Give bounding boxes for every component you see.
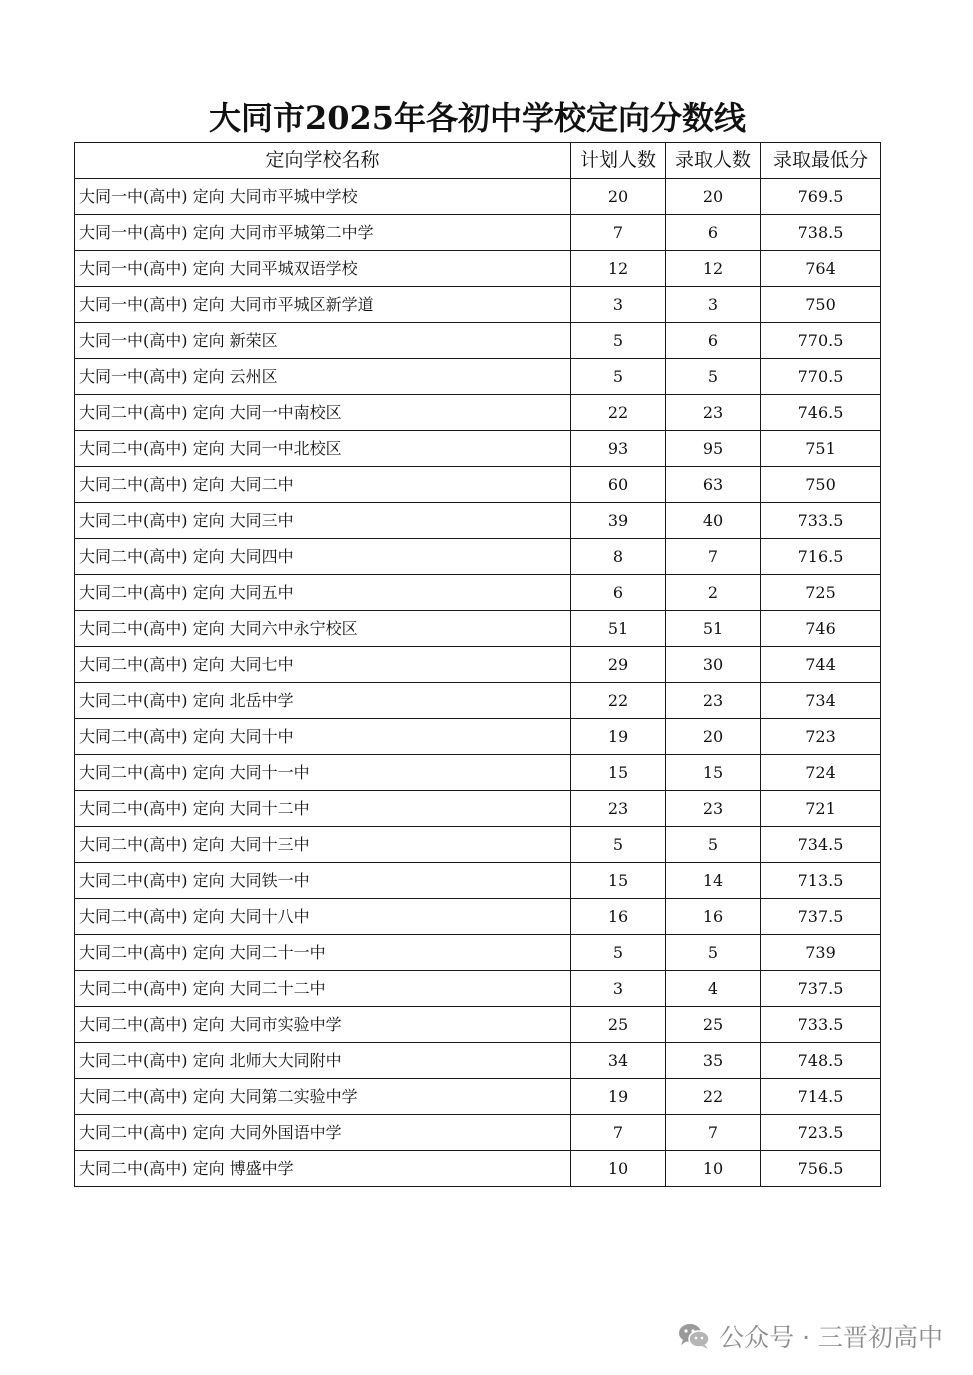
cell-min-score: 724 [761,755,881,791]
cell-plan-count: 23 [571,791,666,827]
table-row [75,251,881,287]
watermark-text: 公众号 · 三晋初高中 [719,1323,943,1352]
cell-school-name: 大同二中(高中) 定向 大同五中 [75,575,571,611]
cell-min-score: 769.5 [761,179,881,215]
cell-admitted-count: 15 [666,755,761,791]
table-row [75,719,881,755]
header-plan-count: 计划人数 [571,143,666,179]
cell-plan-count: 7 [571,215,666,251]
wechat-icon [677,1321,711,1351]
cell-school-name: 大同一中(高中) 定向 大同市平城中学校 [75,179,571,215]
cell-min-score: 746 [761,611,881,647]
cell-school-name: 大同二中(高中) 定向 大同六中永宁校区 [75,611,571,647]
cell-plan-count: 15 [571,863,666,899]
cell-min-score: 737.5 [761,971,881,1007]
cell-school-name: 大同一中(高中) 定向 大同市平城第二中学 [75,215,571,251]
table-row [75,791,881,827]
cell-school-name: 大同二中(高中) 定向 大同铁一中 [75,863,571,899]
table-row [75,755,881,791]
cell-min-score: 748.5 [761,1043,881,1079]
cell-school-name: 大同二中(高中) 定向 大同七中 [75,647,571,683]
cell-school-name: 大同二中(高中) 定向 大同四中 [75,539,571,575]
cell-plan-count: 34 [571,1043,666,1079]
cell-admitted-count: 4 [666,971,761,1007]
cell-admitted-count: 23 [666,791,761,827]
header-min-score: 录取最低分 [761,143,881,179]
cell-admitted-count: 22 [666,1079,761,1115]
cell-admitted-count: 16 [666,899,761,935]
cell-plan-count: 5 [571,359,666,395]
cell-plan-count: 8 [571,539,666,575]
cell-min-score: 734 [761,683,881,719]
cell-plan-count: 5 [571,323,666,359]
table-row [75,323,881,359]
cell-school-name: 大同二中(高中) 定向 大同三中 [75,503,571,539]
cell-plan-count: 3 [571,287,666,323]
cell-school-name: 大同二中(高中) 定向 大同十二中 [75,791,571,827]
cell-plan-count: 20 [571,179,666,215]
score-table [74,142,881,1187]
cell-min-score: 723 [761,719,881,755]
table-row [75,1043,881,1079]
table-row [75,1151,881,1187]
cell-min-score: 750 [761,287,881,323]
table-row [75,287,881,323]
cell-min-score: 733.5 [761,1007,881,1043]
cell-admitted-count: 7 [666,1115,761,1151]
cell-school-name: 大同二中(高中) 定向 大同二十一中 [75,935,571,971]
cell-admitted-count: 14 [666,863,761,899]
cell-admitted-count: 3 [666,287,761,323]
table-body [75,179,881,1187]
cell-school-name: 大同二中(高中) 定向 大同十中 [75,719,571,755]
cell-admitted-count: 23 [666,683,761,719]
cell-school-name: 大同二中(高中) 定向 博盛中学 [75,1151,571,1187]
table-row [75,1007,881,1043]
cell-plan-count: 19 [571,1079,666,1115]
cell-plan-count: 51 [571,611,666,647]
cell-school-name: 大同二中(高中) 定向 大同市实验中学 [75,1007,571,1043]
cell-school-name: 大同二中(高中) 定向 北岳中学 [75,683,571,719]
cell-school-name: 大同二中(高中) 定向 大同十一中 [75,755,571,791]
cell-plan-count: 15 [571,755,666,791]
table-row [75,395,881,431]
cell-min-score: 750 [761,467,881,503]
table-row [75,1079,881,1115]
cell-admitted-count: 6 [666,215,761,251]
table-row [75,467,881,503]
cell-admitted-count: 6 [666,323,761,359]
table-row [75,215,881,251]
cell-admitted-count: 20 [666,179,761,215]
cell-school-name: 大同二中(高中) 定向 大同二十二中 [75,971,571,1007]
cell-min-score: 746.5 [761,395,881,431]
watermark [677,1318,943,1354]
cell-plan-count: 10 [571,1151,666,1187]
cell-school-name: 大同二中(高中) 定向 大同一中南校区 [75,395,571,431]
cell-min-score: 764 [761,251,881,287]
cell-min-score: 756.5 [761,1151,881,1187]
table-row [75,575,881,611]
cell-admitted-count: 23 [666,395,761,431]
cell-min-score: 714.5 [761,1079,881,1115]
cell-plan-count: 29 [571,647,666,683]
cell-min-score: 725 [761,575,881,611]
cell-plan-count: 3 [571,971,666,1007]
table-row [75,431,881,467]
table-row [75,935,881,971]
cell-min-score: 738.5 [761,215,881,251]
cell-admitted-count: 35 [666,1043,761,1079]
cell-plan-count: 39 [571,503,666,539]
cell-admitted-count: 5 [666,359,761,395]
cell-school-name: 大同一中(高中) 定向 新荣区 [75,323,571,359]
cell-plan-count: 5 [571,827,666,863]
cell-school-name: 大同二中(高中) 定向 大同十三中 [75,827,571,863]
cell-admitted-count: 10 [666,1151,761,1187]
table-row [75,827,881,863]
cell-school-name: 大同二中(高中) 定向 大同一中北校区 [75,431,571,467]
table-row [75,611,881,647]
table-row [75,647,881,683]
cell-min-score: 770.5 [761,359,881,395]
cell-school-name: 大同二中(高中) 定向 北师大大同附中 [75,1043,571,1079]
cell-min-score: 733.5 [761,503,881,539]
cell-admitted-count: 51 [666,611,761,647]
header-admitted-count: 录取人数 [666,143,761,179]
cell-school-name: 大同二中(高中) 定向 大同外国语中学 [75,1115,571,1151]
cell-plan-count: 22 [571,395,666,431]
cell-plan-count: 5 [571,935,666,971]
cell-plan-count: 25 [571,1007,666,1043]
cell-plan-count: 12 [571,251,666,287]
cell-min-score: 721 [761,791,881,827]
table-row [75,971,881,1007]
table-row [75,359,881,395]
cell-school-name: 大同二中(高中) 定向 大同第二实验中学 [75,1079,571,1115]
cell-admitted-count: 63 [666,467,761,503]
cell-admitted-count: 95 [666,431,761,467]
cell-admitted-count: 20 [666,719,761,755]
table-row [75,863,881,899]
cell-plan-count: 93 [571,431,666,467]
cell-admitted-count: 12 [666,251,761,287]
cell-admitted-count: 7 [666,539,761,575]
cell-school-name: 大同二中(高中) 定向 大同十八中 [75,899,571,935]
cell-min-score: 770.5 [761,323,881,359]
cell-school-name: 大同一中(高中) 定向 云州区 [75,359,571,395]
cell-min-score: 734.5 [761,827,881,863]
cell-plan-count: 22 [571,683,666,719]
table-row [75,1115,881,1151]
table-row [75,683,881,719]
cell-admitted-count: 2 [666,575,761,611]
cell-admitted-count: 30 [666,647,761,683]
table-row [75,503,881,539]
cell-min-score: 744 [761,647,881,683]
table-row [75,179,881,215]
cell-min-score: 716.5 [761,539,881,575]
cell-school-name: 大同二中(高中) 定向 大同二中 [75,467,571,503]
header-school-name: 定向学校名称 [75,143,571,179]
cell-plan-count: 60 [571,467,666,503]
cell-plan-count: 19 [571,719,666,755]
cell-plan-count: 6 [571,575,666,611]
cell-min-score: 751 [761,431,881,467]
cell-min-score: 713.5 [761,863,881,899]
cell-min-score: 737.5 [761,899,881,935]
cell-school-name: 大同一中(高中) 定向 大同市平城区新学道 [75,287,571,323]
table-header-row [75,143,881,179]
cell-plan-count: 7 [571,1115,666,1151]
cell-admitted-count: 5 [666,827,761,863]
table-row [75,899,881,935]
cell-admitted-count: 25 [666,1007,761,1043]
cell-min-score: 723.5 [761,1115,881,1151]
table-row [75,539,881,575]
cell-admitted-count: 40 [666,503,761,539]
cell-plan-count: 16 [571,899,666,935]
cell-admitted-count: 5 [666,935,761,971]
cell-school-name: 大同一中(高中) 定向 大同平城双语学校 [75,251,571,287]
page-title: 大同市2025年各初中学校定向分数线 [208,99,747,137]
cell-min-score: 739 [761,935,881,971]
